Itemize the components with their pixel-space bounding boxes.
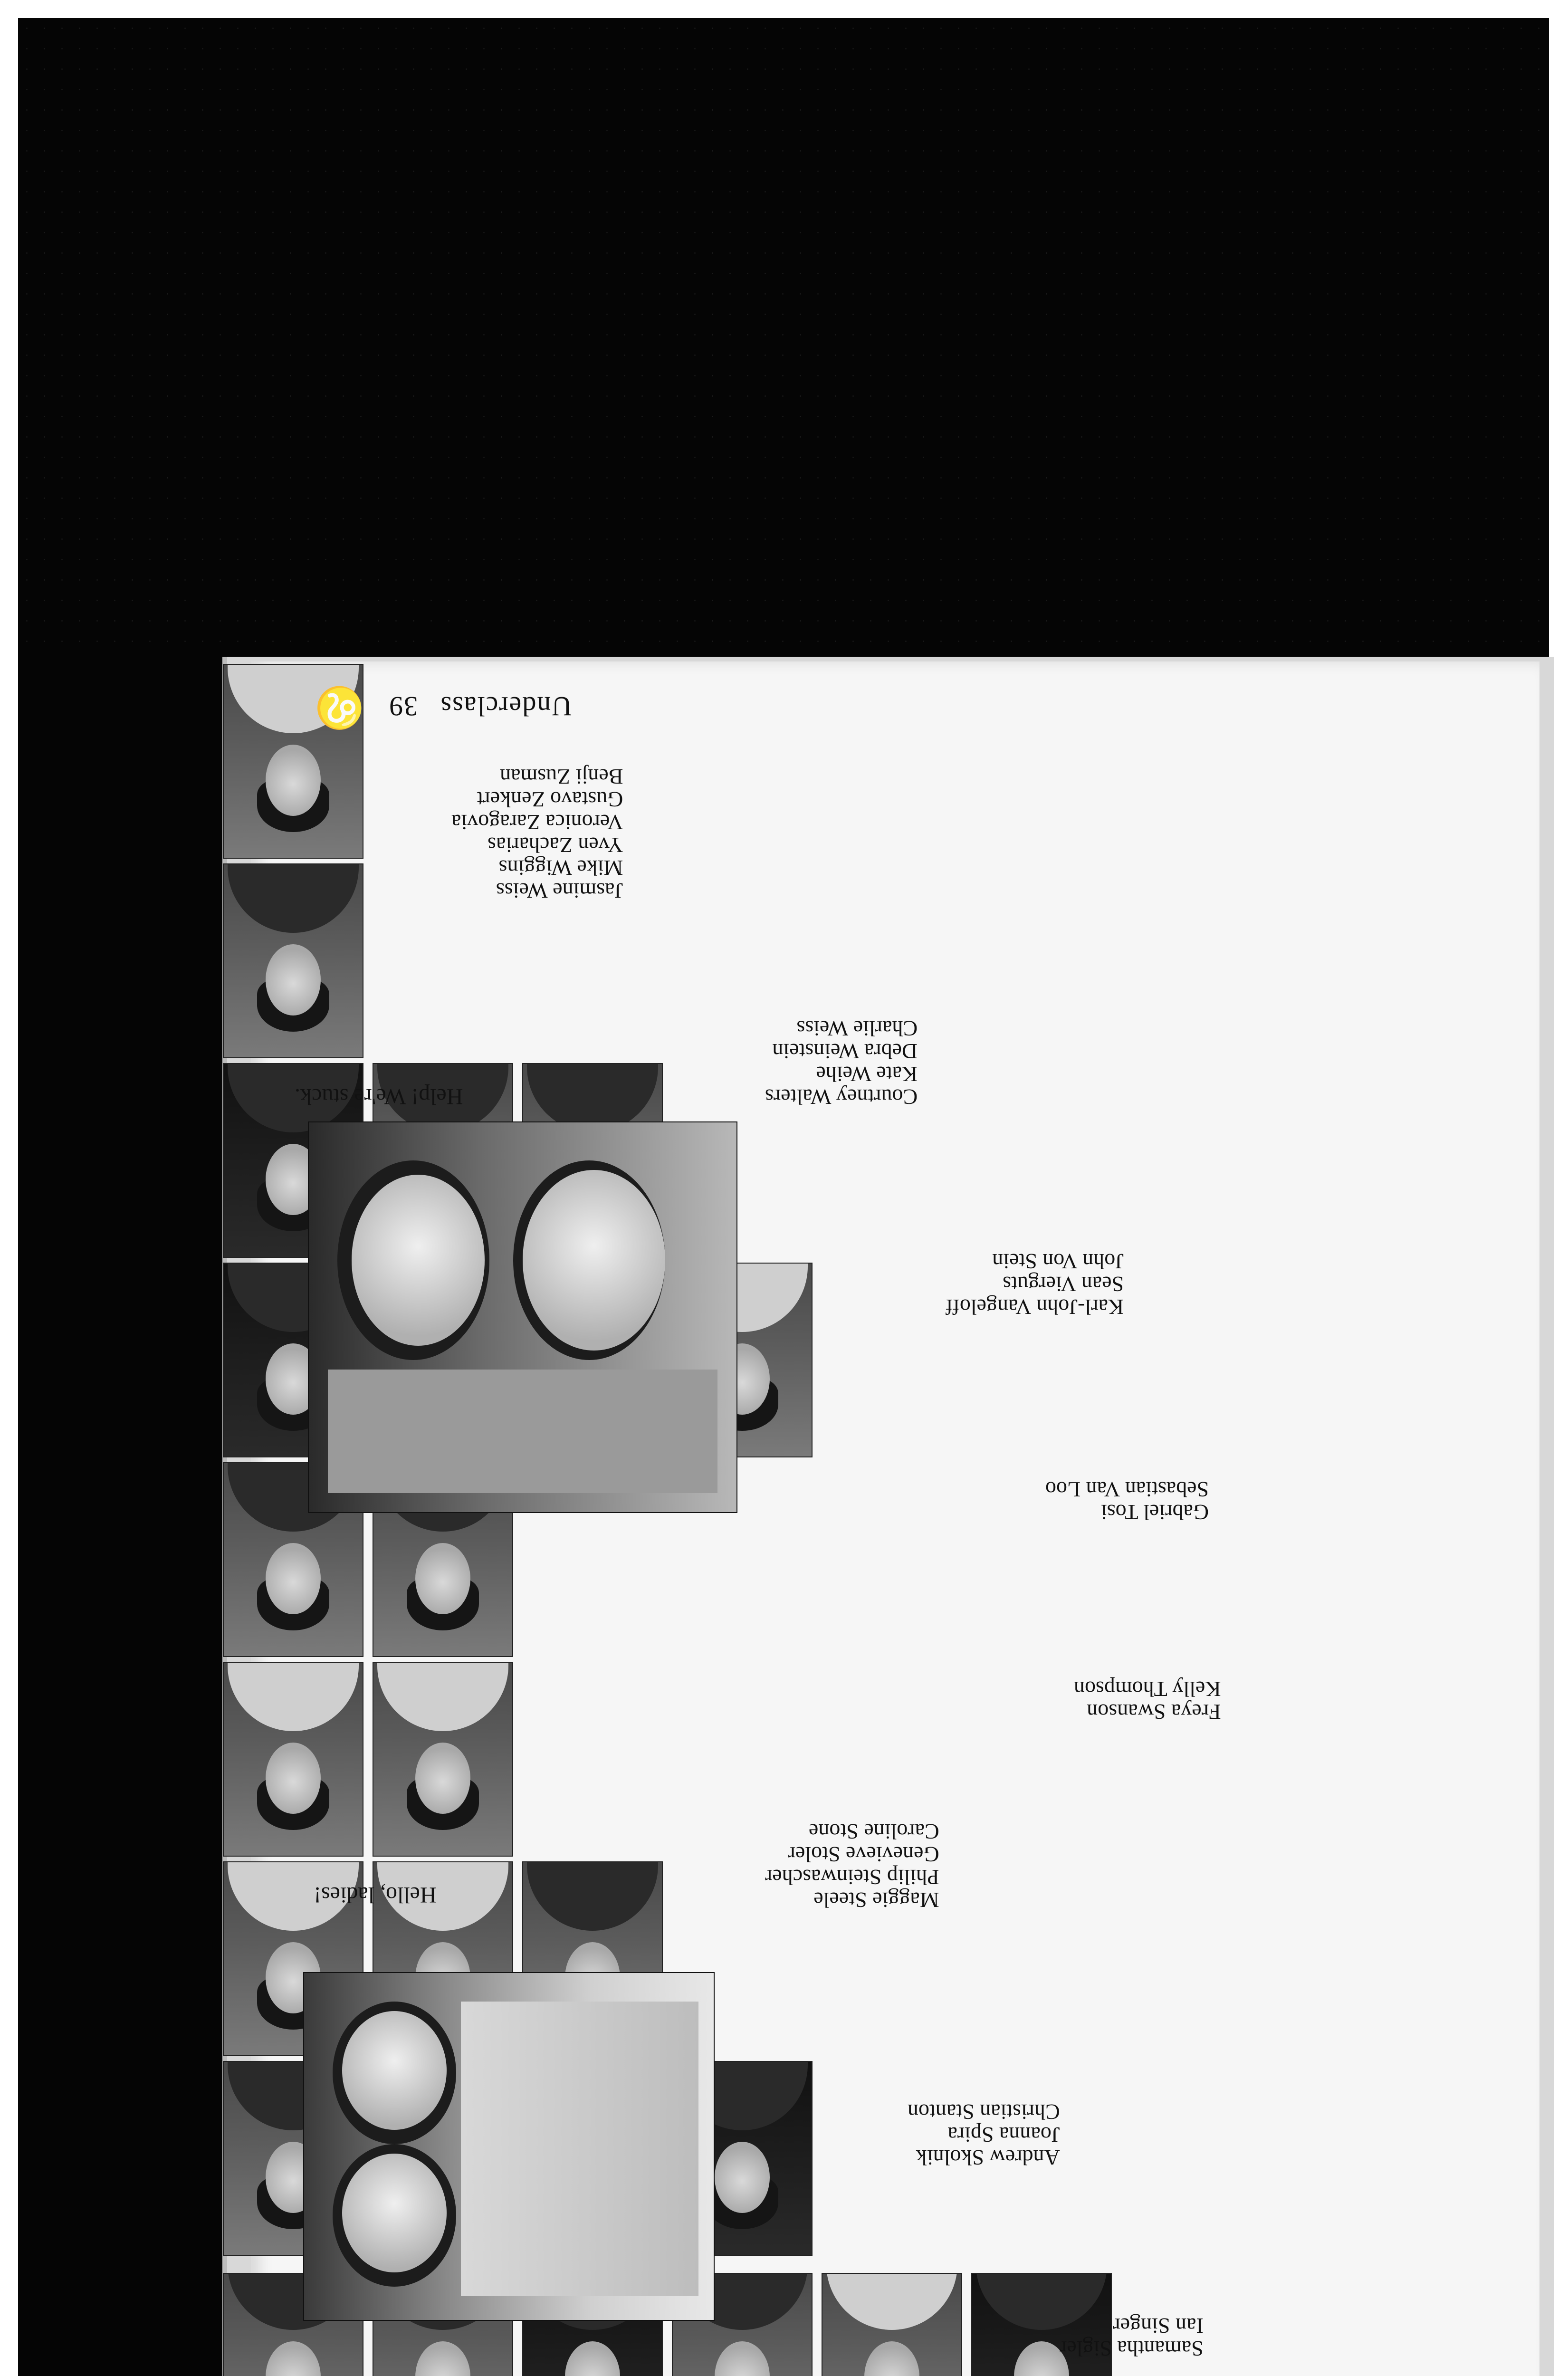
student-name: Sean Vierguts — [1003, 1272, 1124, 1296]
portrait-gustavo-zenkert — [822, 2273, 962, 2376]
student-name: Maggie Steele — [813, 1888, 939, 1912]
portrait-john-von-stein — [522, 1861, 663, 2056]
portrait-karl-john-vangeloff — [223, 1861, 363, 2056]
student-name: Courtney Walters — [765, 1085, 918, 1109]
student-name: Gabriel Tosi — [1100, 1500, 1209, 1524]
student-name: Veronica Zaragovia — [451, 810, 623, 834]
student-name: Caroline Stone — [809, 1820, 939, 1844]
page-number: 39 — [388, 691, 418, 722]
section-label: Underclass — [440, 691, 572, 722]
student-name: Mike Wiggins — [498, 856, 623, 880]
student-name: Sebastian Van Loo — [1045, 1477, 1209, 1502]
student-name: Charlie Weiss — [796, 1016, 918, 1041]
student-name: Debra Weinstein — [772, 1039, 918, 1063]
portrait-freya-swanson — [223, 1462, 363, 1657]
candid-caption-2: Help! We're stuck. — [295, 1084, 463, 1109]
portrait-samantha-sigler — [223, 664, 363, 859]
student-name: Ian Singer — [1113, 2314, 1204, 2338]
portrait-jasmine-weiss — [223, 2273, 363, 2376]
portrait-kelly-thompson — [373, 1462, 513, 1657]
yearbook-page-content — [251, 661, 1539, 2376]
portrait-kate-weihe — [373, 2061, 513, 2256]
student-name: Kelly Thompson — [1074, 1677, 1221, 1701]
student-name: Christian Stanton — [908, 2100, 1060, 2124]
portrait-joanna-spira — [373, 1063, 513, 1258]
student-name: Philip Steinwascher — [765, 1865, 939, 1889]
portrait-philip-steinwascher — [373, 1263, 513, 1457]
leo-icon: ♌ — [314, 685, 364, 729]
portrait-debra-weinstein — [522, 2061, 663, 2256]
portrait-sebastian-van-loo — [373, 1662, 513, 1857]
portrait-gabriel-tosi — [223, 1662, 363, 1857]
student-name: Genevieve Stoler — [788, 1842, 939, 1867]
portrait-veronica-zaragovia — [672, 2273, 813, 2376]
student-name: John Von Stein — [992, 1249, 1124, 1274]
portrait-courtney-walters — [223, 2061, 363, 2256]
portrait-mike-wiggins — [373, 2273, 513, 2376]
portrait-andrew-skolnik — [223, 1063, 363, 1258]
student-name: Joanna Spira — [947, 2123, 1060, 2147]
student-name: Freya Swanson — [1087, 1700, 1221, 1724]
portrait-maggie-steele — [223, 1263, 363, 1457]
student-name: Karl-John Vangeloff — [946, 1295, 1124, 1319]
portrait-caroline-stone — [672, 1263, 813, 1457]
portrait-genevieve-stoler — [522, 1263, 663, 1457]
portrait-charlie-weiss — [672, 2061, 813, 2256]
student-name: Andrew Skolnik — [916, 2146, 1060, 2170]
student-name: Gustavo Zenkert — [477, 787, 623, 812]
student-name: Yven Zacharias — [488, 833, 623, 857]
portrait-yven-zacharias — [522, 2273, 663, 2376]
student-name: Jasmine Weiss — [496, 879, 623, 903]
portrait-christian-stanton — [522, 1063, 663, 1258]
student-name: Samantha Sigler — [1060, 2337, 1204, 2361]
portrait-ian-singer — [223, 863, 363, 1058]
portrait-sean-vierguts — [373, 1861, 513, 2056]
student-name: Kate Weihe — [816, 1062, 918, 1086]
portrait-benji-zusman — [971, 2273, 1112, 2376]
yearbook-page — [251, 661, 1539, 2376]
student-name: Benji Zusman — [500, 765, 623, 789]
candid-caption-1: Hello, ladies! — [314, 1882, 437, 1907]
